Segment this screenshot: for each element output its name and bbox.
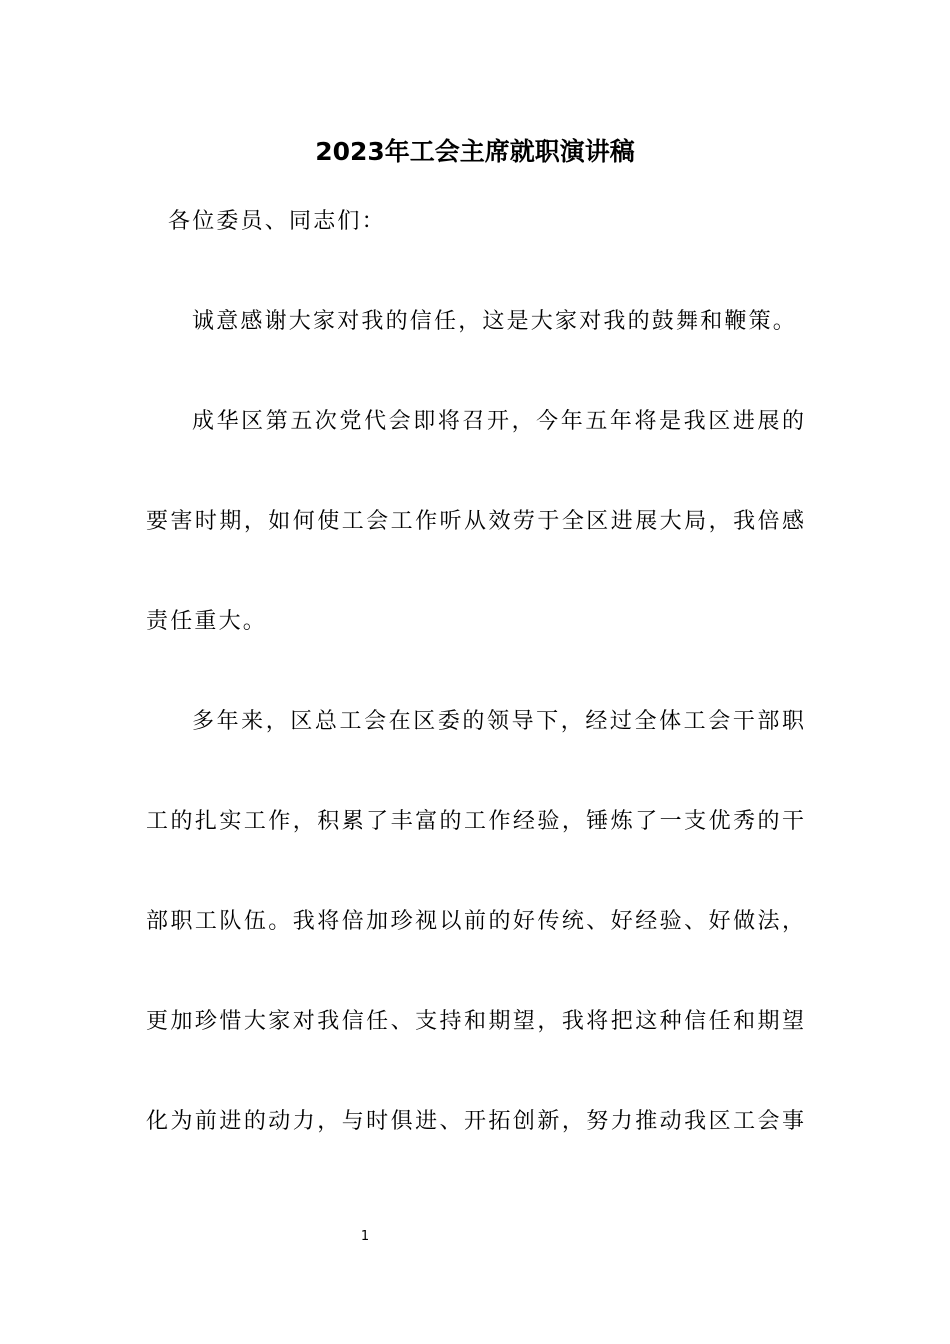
paragraph-line: 责任重大。 bbox=[146, 609, 268, 634]
paragraph-line: 要害时期，如何使工会工作听从效劳于全区进展大局，我倍感 bbox=[146, 509, 804, 534]
paragraph-line: 更加珍惜大家对我信任、支持和期望，我将把这种信任和期望 bbox=[146, 1009, 804, 1034]
page-number: 1 bbox=[360, 1229, 370, 1244]
document-title: 2023年工会主席就职演讲稿 bbox=[315, 137, 635, 166]
paragraph-line: 工的扎实工作，积累了丰富的工作经验，锤炼了一支优秀的干 bbox=[146, 809, 804, 834]
paragraph-line: 部职工队伍。我将倍加珍视以前的好传统、好经验、好做法， bbox=[146, 909, 804, 934]
salutation: 各位委员、同志们： bbox=[168, 209, 386, 234]
paragraph-line: 诚意感谢大家对我的信任，这是大家对我的鼓舞和鞭策。 bbox=[192, 309, 798, 334]
paragraph-line: 化为前进的动力，与时俱进、开拓创新，努力推动我区工会事 bbox=[146, 1109, 804, 1134]
paragraph-line: 多年来，区总工会在区委的领导下，经过全体工会干部职 bbox=[192, 709, 804, 734]
paragraph-line: 成华区第五次党代会即将召开，今年五年将是我区进展的 bbox=[192, 409, 804, 434]
